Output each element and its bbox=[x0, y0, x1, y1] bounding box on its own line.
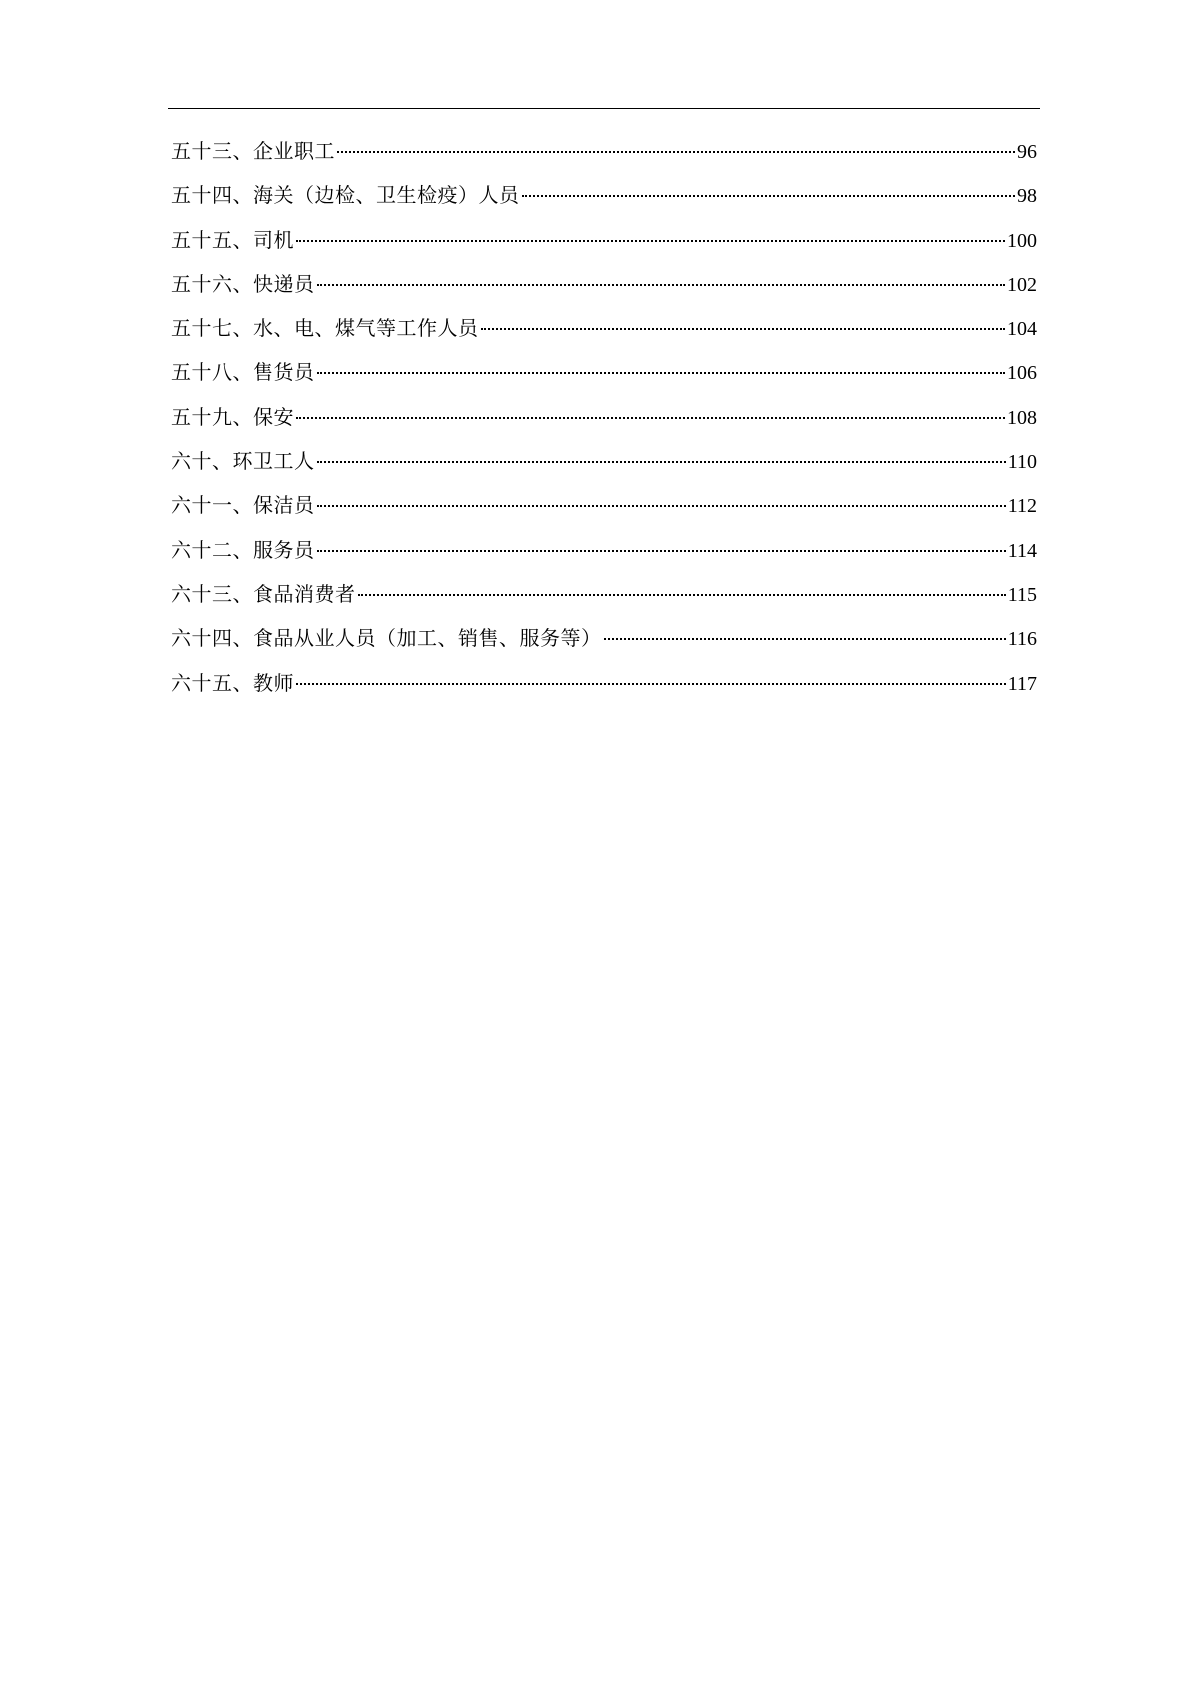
toc-entry-title: 五十九、保安 bbox=[171, 404, 294, 429]
toc-entry-page: 112 bbox=[1007, 495, 1037, 518]
toc-dot-leader bbox=[317, 505, 1006, 507]
toc-entry-title: 六十三、食品消费者 bbox=[171, 581, 356, 606]
toc-dot-leader bbox=[522, 195, 1016, 197]
toc-dot-leader bbox=[296, 683, 1006, 685]
toc-dot-leader bbox=[317, 461, 1006, 463]
toc-dot-leader bbox=[317, 372, 1006, 374]
toc-entry bbox=[171, 439, 1037, 483]
toc-entry-page: 104 bbox=[1007, 318, 1037, 341]
toc-entry bbox=[171, 528, 1037, 572]
toc-entry bbox=[171, 572, 1037, 616]
table-of-contents bbox=[171, 129, 1037, 705]
toc-entry bbox=[171, 395, 1037, 439]
toc-entry-title: 五十七、水、电、煤气等工作人员 bbox=[171, 316, 479, 341]
toc-dot-leader bbox=[358, 594, 1006, 596]
toc-dot-leader bbox=[317, 284, 1006, 286]
toc-dot-leader bbox=[317, 550, 1006, 552]
toc-dot-leader bbox=[296, 417, 1005, 419]
toc-entry-title: 六十二、服务员 bbox=[171, 537, 315, 562]
toc-entry bbox=[171, 218, 1037, 262]
toc-entry-title: 五十五、司机 bbox=[171, 227, 294, 252]
toc-entry bbox=[171, 173, 1037, 217]
toc-dot-leader bbox=[337, 151, 1015, 153]
toc-entry bbox=[171, 661, 1037, 705]
toc-dot-leader bbox=[604, 638, 1006, 640]
toc-entry-page: 115 bbox=[1007, 583, 1037, 606]
toc-dot-leader bbox=[481, 328, 1006, 330]
toc-entry-page: 96 bbox=[1017, 141, 1037, 163]
toc-entry-page: 100 bbox=[1007, 229, 1037, 252]
toc-entry bbox=[171, 129, 1037, 173]
toc-entry-page: 117 bbox=[1007, 672, 1037, 695]
toc-entry-title: 六十四、食品从业人员（加工、销售、服务等） bbox=[171, 626, 602, 651]
toc-entry bbox=[171, 350, 1037, 394]
toc-entry-page: 106 bbox=[1007, 362, 1037, 385]
toc-entry-page: 98 bbox=[1017, 185, 1037, 208]
toc-entry-page: 108 bbox=[1007, 406, 1037, 429]
toc-entry-title: 五十四、海关（边检、卫生检疫）人员 bbox=[171, 183, 520, 208]
toc-entry-title: 五十三、企业职工 bbox=[171, 139, 335, 163]
toc-entry-title: 五十六、快递员 bbox=[171, 271, 315, 296]
toc-entry bbox=[171, 483, 1037, 527]
toc-entry bbox=[171, 306, 1037, 350]
toc-entry bbox=[171, 262, 1037, 306]
toc-entry-title: 六十、环卫工人 bbox=[171, 449, 315, 474]
toc-entry-page: 114 bbox=[1007, 539, 1037, 562]
header-rule bbox=[168, 108, 1040, 109]
toc-entry-title: 六十五、教师 bbox=[171, 670, 294, 695]
toc-entry-page: 102 bbox=[1007, 273, 1037, 296]
toc-entry bbox=[171, 616, 1037, 660]
toc-entry-page: 116 bbox=[1007, 628, 1037, 651]
toc-entry-title: 五十八、售货员 bbox=[171, 360, 315, 385]
toc-entry-page: 110 bbox=[1007, 451, 1037, 474]
toc-dot-leader bbox=[296, 240, 1005, 242]
toc-entry-title: 六十一、保洁员 bbox=[171, 493, 315, 518]
